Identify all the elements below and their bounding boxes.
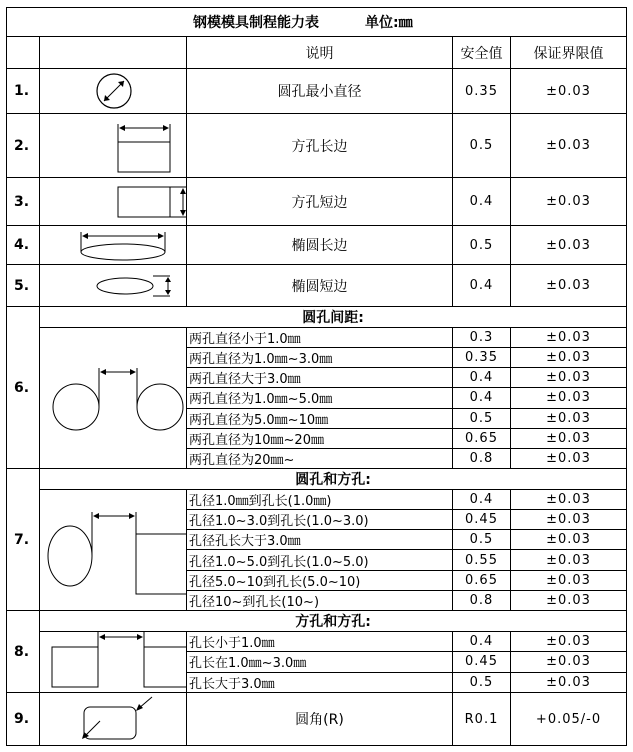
row-safe: 0.5: [453, 226, 511, 265]
item-tol: ±0.03: [511, 428, 627, 448]
square-square-spacing-diagram: [40, 632, 187, 693]
item-desc: 孔长在1.0㎜~3.0㎜: [187, 652, 453, 672]
item-tol: ±0.03: [511, 368, 627, 388]
item-safe: 0.4: [453, 368, 511, 388]
row-desc: 圆孔最小直径: [187, 69, 453, 114]
row-desc: 方孔短边: [187, 178, 453, 226]
item-safe: 0.5: [453, 672, 511, 692]
item-desc: 孔长大于3.0㎜: [187, 672, 453, 692]
item-safe: 0.55: [453, 550, 511, 570]
row-number: 7.: [7, 469, 40, 611]
item-safe: 0.3: [453, 328, 511, 348]
item-desc: 孔径10~到孔长(10~): [187, 590, 453, 610]
item-safe: 0.5: [453, 530, 511, 550]
item-desc: 孔径1.0~5.0到孔长(1.0~5.0): [187, 550, 453, 570]
item-desc: 孔径5.0~10到孔长(5.0~10): [187, 570, 453, 590]
row-tol: ±0.03: [511, 265, 627, 307]
row-number: 2.: [7, 114, 40, 178]
item-safe: 0.8: [453, 448, 511, 468]
row-number: 4.: [7, 226, 40, 265]
item-tol: ±0.03: [511, 590, 627, 610]
row-safe: 0.5: [453, 114, 511, 178]
item-safe: 0.4: [453, 388, 511, 408]
item-tol: ±0.03: [511, 510, 627, 530]
title-text: 钢模模具制程能力表: [193, 15, 319, 31]
row-desc: 圆角(R): [187, 693, 453, 746]
row-safe: 0.4: [453, 265, 511, 307]
item-desc: 两孔直径为10㎜~20㎜: [187, 428, 453, 448]
item-tol: ±0.03: [511, 632, 627, 652]
row-tol: ±0.03: [511, 69, 627, 114]
item-tol: ±0.03: [511, 672, 627, 692]
item-tol: ±0.03: [511, 530, 627, 550]
item-desc: 孔径1.0㎜到孔长(1.0㎜): [187, 490, 453, 510]
item-safe: 0.65: [453, 428, 511, 448]
row-number: 6.: [7, 307, 40, 469]
header-num: [7, 37, 40, 69]
item-desc: 孔长小于1.0㎜: [187, 632, 453, 652]
item-desc: 两孔直径为1.0㎜~3.0㎜: [187, 348, 453, 368]
row-number: 1.: [7, 69, 40, 114]
square-hole-long-diagram: [40, 114, 187, 178]
header-pic: [40, 37, 187, 69]
hole-spacing-diagram: [40, 328, 187, 469]
item-safe: 0.35: [453, 348, 511, 368]
row-desc: 方孔长边: [187, 114, 453, 178]
item-tol: ±0.03: [511, 388, 627, 408]
item-tol: ±0.03: [511, 570, 627, 590]
row-tol: +0.05/-0: [511, 693, 627, 746]
item-safe: 0.45: [453, 510, 511, 530]
item-safe: 0.8: [453, 590, 511, 610]
item-safe: 0.45: [453, 652, 511, 672]
item-desc: 两孔直径为20㎜~: [187, 448, 453, 468]
item-desc: 孔径1.0~3.0到孔长(1.0~3.0): [187, 510, 453, 530]
row-desc: 椭圆短边: [187, 265, 453, 307]
item-tol: ±0.03: [511, 652, 627, 672]
item-desc: 两孔直径小于1.0㎜: [187, 328, 453, 348]
header-safe: 安全值: [453, 37, 511, 69]
item-tol: ±0.03: [511, 408, 627, 428]
item-desc: 孔径孔长大于3.0㎜: [187, 530, 453, 550]
item-desc: 两孔直径为5.0㎜~10㎜: [187, 408, 453, 428]
ellipse-short-diagram: [40, 265, 187, 307]
row-number: 5.: [7, 265, 40, 307]
unit-text: 单位:㎜: [365, 15, 413, 31]
item-tol: ±0.03: [511, 328, 627, 348]
item-desc: 两孔直径大于3.0㎜: [187, 368, 453, 388]
group-title: 圆孔和方孔:: [40, 469, 627, 490]
group-title: 圆孔间距:: [40, 307, 627, 328]
group-title: 方孔和方孔:: [40, 611, 627, 632]
row-number: 8.: [7, 611, 40, 693]
round-hole-diagram: [40, 69, 187, 114]
item-tol: ±0.03: [511, 490, 627, 510]
item-tol: ±0.03: [511, 550, 627, 570]
header-tol: 保证界限值: [511, 37, 627, 69]
row-tol: ±0.03: [511, 226, 627, 265]
ellipse-long-diagram: [40, 226, 187, 265]
row-tol: ±0.03: [511, 114, 627, 178]
row-number: 9.: [7, 693, 40, 746]
item-safe: 0.4: [453, 490, 511, 510]
row-number: 3.: [7, 178, 40, 226]
round-square-spacing-diagram: [40, 490, 187, 611]
row-tol: ±0.03: [511, 178, 627, 226]
row-desc: 椭圆长边: [187, 226, 453, 265]
header-desc: 说明: [187, 37, 453, 69]
row-safe: 0.4: [453, 178, 511, 226]
item-tol: ±0.03: [511, 448, 627, 468]
item-tol: ±0.03: [511, 348, 627, 368]
item-safe: 0.4: [453, 632, 511, 652]
corner-radius-diagram: [40, 693, 187, 746]
capability-table: [6, 7, 627, 746]
row-safe: R0.1: [453, 693, 511, 746]
square-hole-short-diagram: [40, 178, 187, 226]
item-safe: 0.5: [453, 408, 511, 428]
item-desc: 两孔直径为1.0㎜~5.0㎜: [187, 388, 453, 408]
item-safe: 0.65: [453, 570, 511, 590]
row-safe: 0.35: [453, 69, 511, 114]
table-title: [7, 8, 627, 37]
